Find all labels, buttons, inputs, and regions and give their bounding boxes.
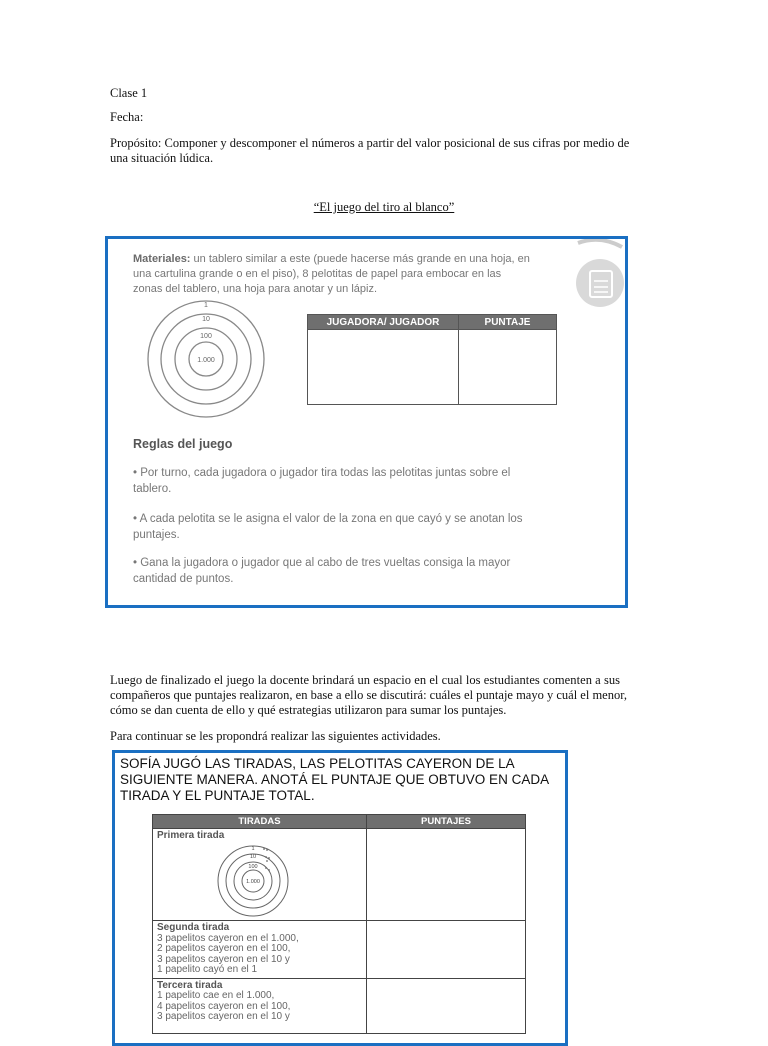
cell-puntaje-primera — [367, 829, 526, 921]
row-tercera-tirada — [153, 978, 367, 1033]
cell-jugador — [308, 330, 459, 405]
small-ring-1000: 1.000 — [246, 879, 260, 885]
small-ring-100: 100 — [248, 864, 258, 870]
materiales-body: un tablero similar a este (puede hacerse más grande en una hoja, en una cartulina grande o en el piso), 8 pelotitas de papel para embocar en las zonas del tablero, una hoja para anotar y un lápiz. — [133, 253, 530, 295]
primera-tirada-title: Primera tirada — [157, 830, 225, 841]
regla-1: • Por turno, cada jugadora o jugador tira todas las pelotitas juntas sobre el tablero. — [133, 467, 511, 495]
paragraph-line-3: cómo se dan cuenta de ello y qué estrategias utilizaron para sumar los puntajes. — [110, 703, 507, 717]
cell-puntaje-segunda — [367, 921, 526, 979]
tercera-line-2: 4 papelitos cayeron en el 100, — [157, 1000, 291, 1012]
ring-label-1000: 1.000 — [197, 357, 215, 364]
clase-label: Clase 1 — [110, 86, 148, 100]
materiales-label: Materiales: — [133, 253, 191, 265]
tercera-line-3: 3 papelitos cayeron en el 10 y — [157, 1011, 290, 1022]
small-ring-10: 10 — [249, 854, 257, 860]
small-ring-1: 1 — [251, 846, 255, 852]
target-board — [128, 297, 288, 423]
segunda-line-3: 3 papelitos cayeron en el 10 y — [157, 953, 290, 965]
materiales-text — [133, 252, 533, 297]
tercera-line-1: 1 papelito cae en el 1.000, — [157, 990, 275, 1001]
paragraph-2: Para continuar se les propondrá realizar las siguientes actividades. — [110, 729, 441, 743]
activity-box — [112, 750, 568, 1046]
calculator-icon — [570, 239, 625, 309]
tercera-tirada-title: Tercera tirada — [157, 979, 223, 991]
game-title: “El juego del tiro al blanco” — [313, 200, 455, 214]
target-board-small — [198, 841, 308, 919]
cell-puntaje-tercera — [367, 978, 526, 1033]
regla-3: • Gana la jugadora o jugador que al cabo de tres vueltas consiga la mayor cantidad de puntos. — [133, 557, 511, 585]
paragraph-line-1: Luego de finalizado el juego la docente brindará un espacio en el cual los estudiantes comenten a sus — [110, 673, 621, 687]
activity-heading: SOFÍA JUGÓ LAS TIRADAS, LAS PELOTITAS CAYERON DE LA SIGUIENTE MANERA. ANOTÁ EL PUNTAJE QUE OBTUVO EN CADA TIRADA Y EL PUNTAJE TOTAL. — [120, 756, 549, 803]
segunda-line-4: 1 papelito cayó en el 1 — [157, 964, 258, 975]
fecha-label: Fecha: — [110, 110, 144, 124]
score-table — [307, 314, 557, 405]
row-segunda-tirada — [153, 921, 367, 979]
segunda-line-1: 3 papelitos cayeron en el 1.000, — [157, 932, 299, 944]
segunda-tirada-title: Segunda tirada — [157, 922, 230, 933]
row-primera-tirada — [153, 829, 367, 921]
materials-rules-box — [105, 236, 628, 608]
paragraph-line-2: compañeros que puntajes realizaron, en base a ello se discutirá: cuáles el puntaje mayo y cuál el menor, — [110, 688, 628, 702]
header-puntajes: PUNTAJES — [367, 815, 526, 829]
tiradas-table — [152, 814, 526, 1034]
header-puntaje: PUNTAJE — [459, 315, 557, 330]
ring-label-100: 100 — [200, 333, 212, 340]
regla-2: • A cada pelotita se le asigna el valor de la zona en que cayó y se anotan los puntajes. — [133, 513, 523, 541]
header-tiradas: TIRADAS — [153, 815, 367, 829]
ring-label-10: 10 — [202, 316, 210, 323]
proposito-line-1: Propósito: Componer y descomponer el números a partir del valor posicional de sus cifras por medio de — [110, 136, 630, 150]
ring-label-1: 1 — [204, 302, 208, 309]
header-jugador: JUGADORA/ JUGADOR — [308, 315, 459, 330]
reglas-title: Reglas del juego — [133, 437, 233, 451]
proposito-line-2: una situación lúdica. — [110, 151, 214, 165]
cell-puntaje — [459, 330, 557, 405]
segunda-line-2: 2 papelitos cayeron en el 100, — [157, 943, 291, 954]
